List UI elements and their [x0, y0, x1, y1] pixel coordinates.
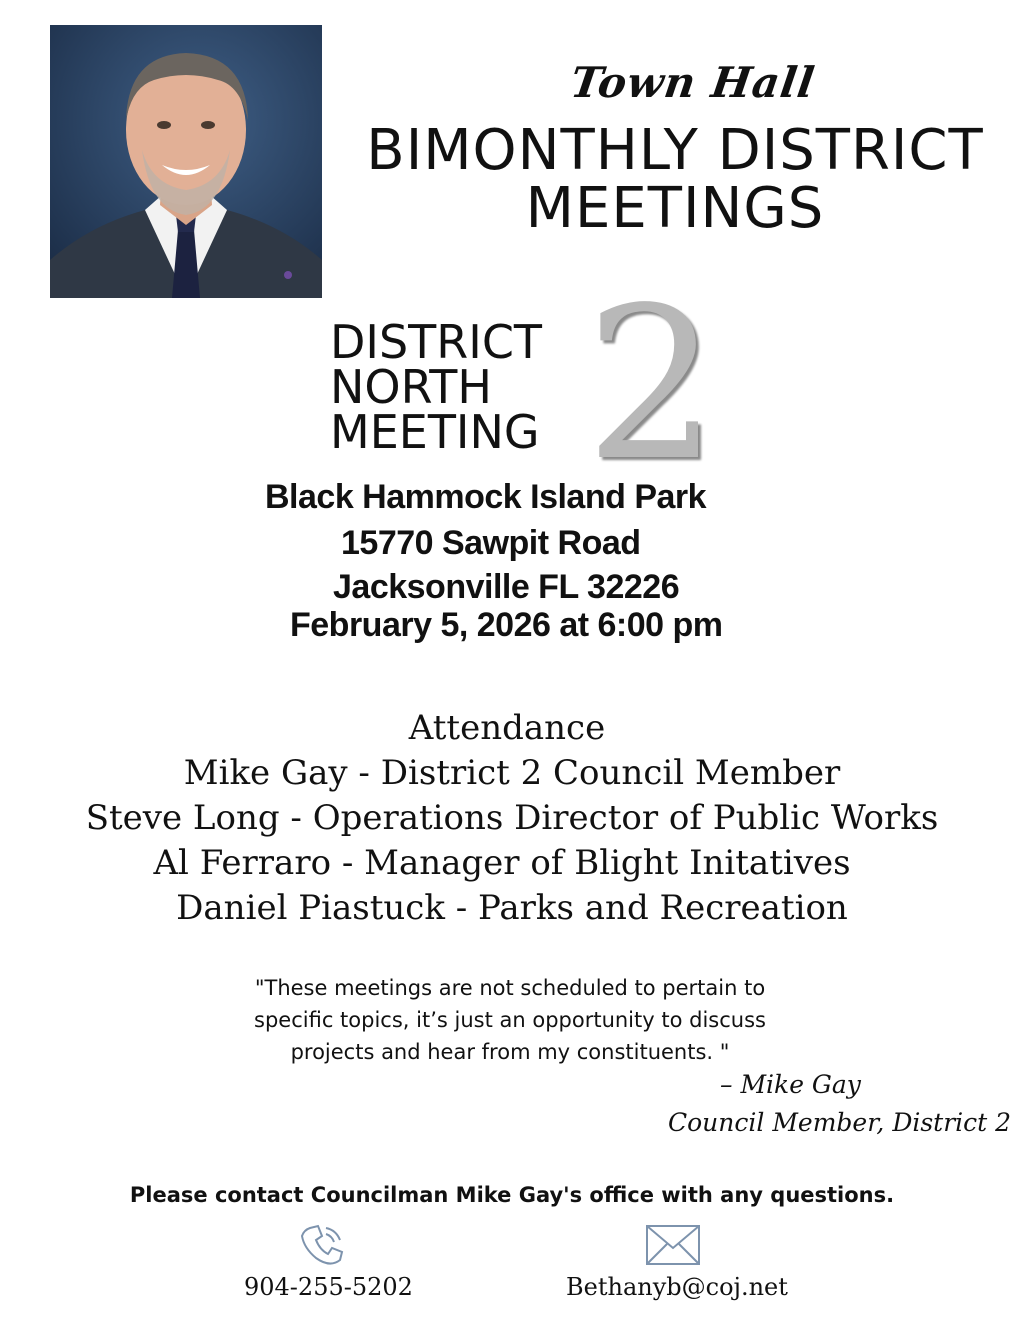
attendee-1: Mike Gay - District 2 Council Member — [183, 753, 841, 793]
quote-author: – Mike Gay — [720, 1070, 861, 1099]
town-hall-script-title: Town Hall — [567, 58, 819, 107]
venue-name: Black Hammock Island Park — [265, 478, 707, 516]
attendee-2: Steve Long - Operations Director of Public Works — [85, 798, 939, 838]
title-line-1: BIMONTHLY DISTRICT — [366, 118, 984, 183]
district-word: DISTRICT — [330, 315, 543, 369]
quote-line-2: specific topics, it’s just an opportunity to discuss — [254, 1008, 766, 1032]
meeting-datetime: February 5, 2026 at 6:00 pm — [290, 606, 723, 644]
district-number: 2 — [585, 262, 719, 507]
envelope-icon — [645, 1224, 701, 1266]
quote-line-3: projects and hear from my constituents. " — [290, 1040, 730, 1064]
phone-icon — [296, 1222, 348, 1270]
quote-author-title: Council Member, District 2 — [668, 1108, 1012, 1137]
attendee-3: Al Ferraro - Manager of Blight Initatives — [153, 843, 851, 883]
contact-instructions: Please contact Councilman Mike Gay's office with any questions. — [129, 1183, 895, 1207]
venue-city: Jacksonville FL 32226 — [333, 568, 680, 606]
title-line-2: MEETINGS — [525, 176, 825, 241]
quote-line-1: "These meetings are not scheduled to pertain to — [254, 976, 766, 1000]
north-word: NORTH — [330, 360, 492, 414]
page-title — [330, 118, 1020, 241]
attendance-heading: Attendance — [408, 708, 606, 748]
councilmember-photo — [50, 25, 322, 298]
email-address[interactable]: Bethanyb@coj.net — [566, 1273, 788, 1301]
quote-block — [150, 972, 870, 1068]
meeting-word: MEETING — [330, 405, 540, 459]
attendee-4: Daniel Piastuck - Parks and Recreation — [176, 888, 848, 928]
phone-number[interactable]: 904-255-5202 — [244, 1273, 413, 1301]
district-label — [330, 315, 543, 459]
venue-street: 15770 Sawpit Road — [341, 524, 641, 562]
attendance-section — [0, 706, 1024, 931]
